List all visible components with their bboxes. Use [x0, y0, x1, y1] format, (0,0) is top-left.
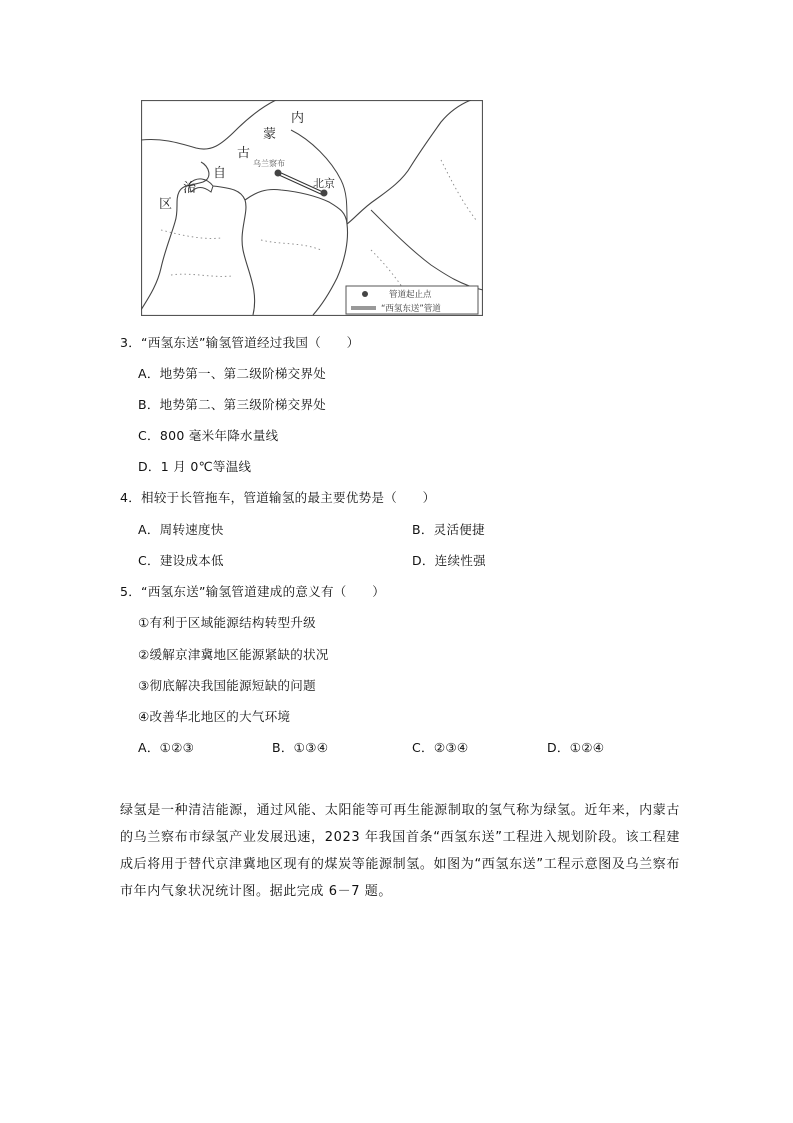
question-3-option-b: B．地势第二、第三级阶梯交界处 — [138, 397, 327, 412]
wulanchabu-dot — [275, 170, 282, 177]
map-svg — [141, 100, 483, 316]
map-label-meng: 蒙 — [263, 127, 277, 142]
question-4-option-c: C．建设成本低 — [138, 553, 224, 568]
map-label-beijing: 北京 — [313, 177, 335, 190]
question-5-item-3: ③彻底解决我国能源短缺的问题 — [138, 678, 316, 693]
legend-pipeline-label: “西氢东送”管道 — [381, 304, 441, 314]
pipeline-map — [141, 100, 483, 316]
legend-point-label: 管道起止点 — [389, 290, 432, 300]
map-label-nei: 内 — [291, 111, 305, 126]
question-5-option-d: D．①②④ — [547, 740, 605, 755]
question-5-option-b: B．①③④ — [272, 740, 329, 755]
question-5-option-c: C．②③④ — [412, 740, 469, 755]
question-5-item-2: ②缓解京津冀地区能源紧缺的状况 — [138, 647, 329, 662]
question-5-item-4: ④改善华北地区的大气环境 — [138, 709, 291, 724]
question-5-item-1: ①有利于区域能源结构转型升级 — [138, 615, 316, 630]
legend-dot-icon — [362, 291, 368, 297]
reading-passage: 绿氢是一种清洁能源，通过风能、太阳能等可再生能源制取的氢气称为绿氢。近年来，内蒙古的乌兰察布市绿氢产业发展迅速，2023 年我国首条“西氢东送”工程进入规划阶段。该工程建成后将用于替代京津冀地区现有的煤炭等能源制氢。如图为“西氢东送”工程示意图及乌兰察布市年内气象状况统计图。据此完成 6－7 题。 — [120, 803, 680, 899]
question-5-option-a: A．①②③ — [138, 740, 195, 755]
question-3-option-a: A．地势第一、第二级阶梯交界处 — [138, 366, 327, 381]
map-label-zhi: 治 — [183, 181, 197, 196]
question-3-option-c: C．800 毫米年降水量线 — [138, 428, 279, 443]
question-3-option-d: D．1 月 0℃等温线 — [138, 459, 252, 474]
map-label-gu: 古 — [237, 146, 251, 161]
question-3-stem: 3．“西氢东送”输氢管道经过我国（ ） — [120, 335, 360, 350]
question-4-option-d: D．连续性强 — [412, 553, 486, 568]
question-4-stem: 4．相较于长管拖车，管道输氢的最主要优势是（ ） — [120, 490, 436, 505]
beijing-dot — [321, 190, 328, 197]
question-4-option-a: A．周转速度快 — [138, 522, 224, 537]
map-label-zi: 自 — [213, 166, 227, 181]
question-5-stem: 5．“西氢东送”输氢管道建成的意义有（ ） — [120, 584, 386, 599]
map-label-wulanchabu: 乌兰察布 — [253, 159, 285, 168]
map-frame — [142, 101, 483, 316]
map-label-qu: 区 — [159, 197, 173, 212]
question-4-option-b: B．灵活便捷 — [412, 522, 485, 537]
